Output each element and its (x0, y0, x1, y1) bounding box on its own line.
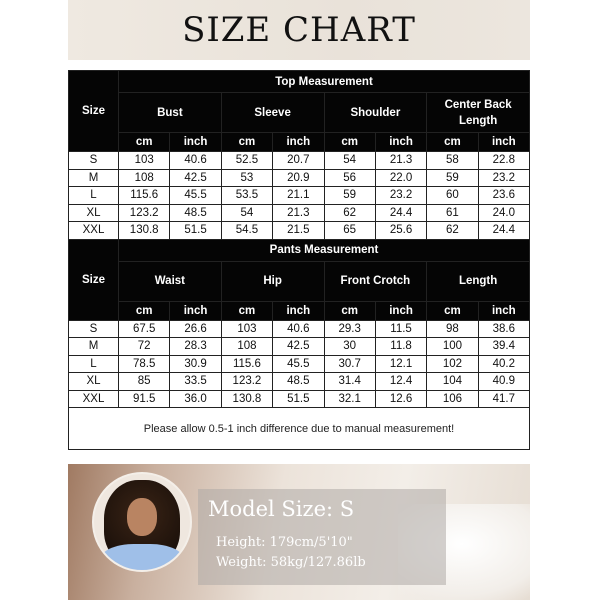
group-header: Bust (119, 93, 222, 133)
unit-header: cm (324, 133, 375, 152)
value-cell: 24.4 (478, 222, 529, 240)
value-cell: 40.9 (478, 373, 529, 391)
value-cell: 38.6 (478, 320, 529, 338)
unit-header: inch (478, 301, 529, 320)
value-cell: 21.1 (273, 187, 324, 205)
size-cell: M (69, 338, 119, 356)
value-cell: 130.8 (119, 222, 170, 240)
value-cell: 51.5 (170, 222, 221, 240)
value-cell: 56 (324, 169, 375, 187)
unit-header: cm (324, 301, 375, 320)
value-cell: 52.5 (221, 152, 272, 170)
value-cell: 106 (427, 390, 478, 408)
model-shirt (100, 544, 184, 570)
group-header: Sleeve (221, 93, 324, 133)
value-cell: 26.6 (170, 320, 221, 338)
value-cell: 115.6 (119, 187, 170, 205)
value-cell: 31.4 (324, 373, 375, 391)
pants-group-row (69, 261, 530, 301)
size-cell: L (69, 355, 119, 373)
pants-section-header (69, 239, 530, 261)
value-cell: 72 (119, 338, 170, 356)
table-row (69, 355, 530, 373)
group-header: Length (427, 261, 530, 301)
unit-header: cm (221, 133, 272, 152)
value-cell: 32.1 (324, 390, 375, 408)
value-cell: 61 (427, 204, 478, 222)
value-cell: 60 (427, 187, 478, 205)
value-cell: 12.6 (375, 390, 426, 408)
value-cell: 59 (427, 169, 478, 187)
model-info-banner (68, 464, 530, 600)
group-header: Front Crotch (324, 261, 427, 301)
size-cell: L (69, 187, 119, 205)
unit-header: cm (221, 301, 272, 320)
unit-header: inch (273, 133, 324, 152)
value-cell: 24.0 (478, 204, 529, 222)
unit-header: inch (170, 133, 221, 152)
value-cell: 85 (119, 373, 170, 391)
value-cell: 108 (119, 169, 170, 187)
value-cell: 11.8 (375, 338, 426, 356)
value-cell: 28.3 (170, 338, 221, 356)
table-row (69, 338, 530, 356)
table-row (69, 373, 530, 391)
table-row (69, 152, 530, 170)
top-group-row (69, 93, 530, 133)
title-banner (68, 0, 530, 60)
size-cell: S (69, 152, 119, 170)
value-cell: 24.4 (375, 204, 426, 222)
value-cell: 54 (221, 204, 272, 222)
value-cell: 30.9 (170, 355, 221, 373)
value-cell: 102 (427, 355, 478, 373)
value-cell: 48.5 (170, 204, 221, 222)
top-section-header (69, 71, 530, 93)
value-cell: 54 (324, 152, 375, 170)
value-cell: 65 (324, 222, 375, 240)
group-header: Shoulder (324, 93, 427, 133)
table-row (69, 390, 530, 408)
value-cell: 29.3 (324, 320, 375, 338)
value-cell: 115.6 (221, 355, 272, 373)
value-cell: 51.5 (273, 390, 324, 408)
value-cell: 59 (324, 187, 375, 205)
top-size-label: Size (69, 71, 119, 152)
size-cell: XXL (69, 390, 119, 408)
size-cell: XL (69, 373, 119, 391)
table-row (69, 204, 530, 222)
value-cell: 130.8 (221, 390, 272, 408)
model-photo (94, 474, 190, 570)
value-cell: 22.0 (375, 169, 426, 187)
value-cell: 20.9 (273, 169, 324, 187)
size-cell: M (69, 169, 119, 187)
pants-unit-row (69, 301, 530, 320)
value-cell: 48.5 (273, 373, 324, 391)
value-cell: 108 (221, 338, 272, 356)
value-cell: 103 (221, 320, 272, 338)
value-cell: 42.5 (273, 338, 324, 356)
value-cell: 78.5 (119, 355, 170, 373)
value-cell: 53 (221, 169, 272, 187)
value-cell: 20.7 (273, 152, 324, 170)
value-cell: 33.5 (170, 373, 221, 391)
page-title: SIZE CHART (182, 10, 416, 50)
value-cell: 103 (119, 152, 170, 170)
table-row (69, 187, 530, 205)
value-cell: 45.5 (273, 355, 324, 373)
value-cell: 41.7 (478, 390, 529, 408)
unit-header: inch (273, 301, 324, 320)
size-cell: S (69, 320, 119, 338)
value-cell: 30 (324, 338, 375, 356)
unit-header: inch (375, 301, 426, 320)
unit-header: inch (478, 133, 529, 152)
measurement-note: Please allow 0.5-1 inch difference due to manual measurement! (69, 408, 530, 450)
value-cell: 58 (427, 152, 478, 170)
value-cell: 53.5 (221, 187, 272, 205)
model-size-label: Model Size: S (208, 497, 355, 521)
unit-header: inch (170, 301, 221, 320)
value-cell: 40.6 (170, 152, 221, 170)
pants-size-label: Size (69, 239, 119, 320)
value-cell: 25.6 (375, 222, 426, 240)
value-cell: 12.4 (375, 373, 426, 391)
value-cell: 22.8 (478, 152, 529, 170)
value-cell: 98 (427, 320, 478, 338)
model-info-panel (198, 489, 446, 585)
value-cell: 23.2 (478, 169, 529, 187)
group-header: Waist (119, 261, 222, 301)
size-cell: XXL (69, 222, 119, 240)
value-cell: 54.5 (221, 222, 272, 240)
value-cell: 12.1 (375, 355, 426, 373)
unit-header: cm (427, 133, 478, 152)
pants-section-title: Pants Measurement (119, 239, 530, 261)
value-cell: 23.2 (375, 187, 426, 205)
table-row (69, 222, 530, 240)
value-cell: 40.6 (273, 320, 324, 338)
value-cell: 40.2 (478, 355, 529, 373)
top-unit-row (69, 133, 530, 152)
value-cell: 21.3 (375, 152, 426, 170)
value-cell: 23.6 (478, 187, 529, 205)
value-cell: 91.5 (119, 390, 170, 408)
size-chart-table (68, 70, 530, 450)
table-row (69, 169, 530, 187)
value-cell: 62 (324, 204, 375, 222)
value-cell: 67.5 (119, 320, 170, 338)
group-header: Center Back Length (427, 93, 530, 133)
value-cell: 30.7 (324, 355, 375, 373)
top-section-title: Top Measurement (119, 71, 530, 93)
value-cell: 45.5 (170, 187, 221, 205)
value-cell: 123.2 (119, 204, 170, 222)
unit-header: cm (119, 301, 170, 320)
size-cell: XL (69, 204, 119, 222)
model-weight: Weight: 58kg/127.86lb (216, 555, 366, 570)
table-row (69, 320, 530, 338)
value-cell: 42.5 (170, 169, 221, 187)
value-cell: 36.0 (170, 390, 221, 408)
unit-header: cm (427, 301, 478, 320)
value-cell: 123.2 (221, 373, 272, 391)
model-face (127, 498, 157, 536)
value-cell: 39.4 (478, 338, 529, 356)
value-cell: 62 (427, 222, 478, 240)
value-cell: 21.3 (273, 204, 324, 222)
unit-header: cm (119, 133, 170, 152)
value-cell: 100 (427, 338, 478, 356)
group-header: Hip (221, 261, 324, 301)
value-cell: 104 (427, 373, 478, 391)
unit-header: inch (375, 133, 426, 152)
model-height: Height: 179cm/5'10" (216, 535, 353, 550)
value-cell: 11.5 (375, 320, 426, 338)
note-row (69, 408, 530, 450)
value-cell: 21.5 (273, 222, 324, 240)
